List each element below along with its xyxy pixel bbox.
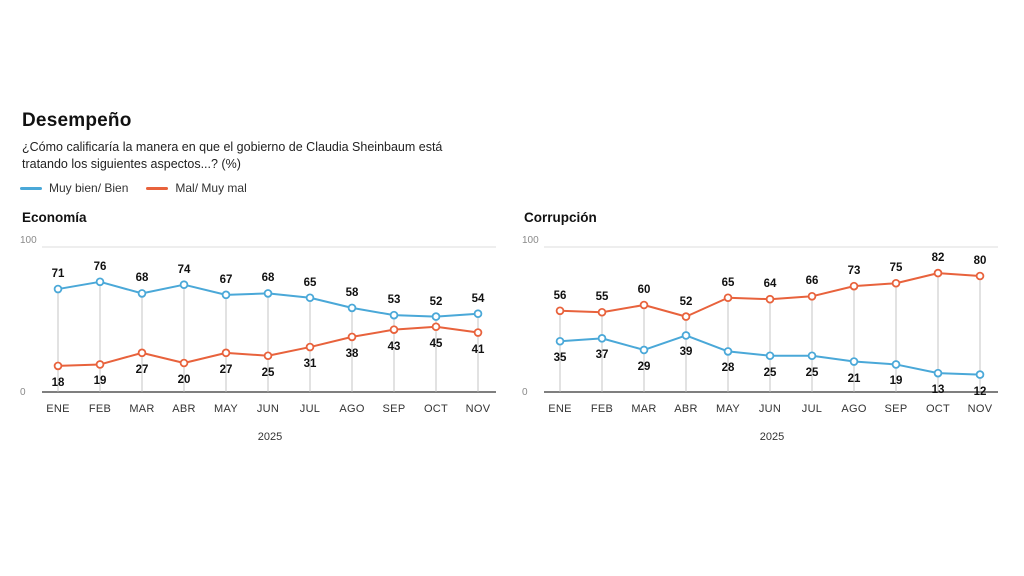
data-label: 13: [931, 384, 945, 397]
page-title: Desempeño: [22, 110, 132, 131]
data-label: 41: [471, 343, 485, 356]
data-label: 73: [847, 265, 861, 278]
data-label: 25: [763, 366, 777, 379]
data-label: 65: [303, 276, 317, 289]
x-tick-label: ABR: [172, 403, 196, 415]
data-label: 27: [135, 363, 149, 376]
data-label: 12: [973, 385, 987, 398]
data-label: 45: [429, 337, 443, 350]
data-label: 71: [51, 268, 65, 281]
x-tick-label: FEB: [88, 403, 112, 415]
data-label: 65: [721, 276, 735, 289]
chart-header: [22, 110, 542, 172]
data-label: 68: [261, 272, 275, 285]
data-label: 19: [889, 375, 903, 388]
x-tick-label: ENE: [46, 403, 70, 415]
x-tick-label: NOV: [967, 403, 993, 415]
x-tick-label: ENE: [548, 403, 572, 415]
x-tick-label: OCT: [925, 403, 951, 415]
y-axis-top-label-corrupcion: 100: [522, 235, 539, 246]
data-label: 20: [177, 374, 191, 386]
chart-title-corrupcion: Corrupción: [524, 210, 597, 225]
data-label: 54: [471, 292, 485, 305]
data-label: 25: [805, 366, 819, 379]
x-tick-label: NOV: [465, 403, 491, 415]
chart-title-economia: Economía: [22, 210, 87, 225]
data-label: 80: [973, 255, 987, 267]
data-label: 37: [595, 349, 609, 362]
x-axis-year-corrupcion: 2025: [759, 431, 785, 443]
x-tick-label: ABR: [674, 403, 698, 415]
data-label: 18: [51, 376, 65, 389]
legend-item-muy-bien: [20, 181, 128, 195]
x-axis-labels-economia: [20, 403, 500, 421]
legend-label-red: Mal/ Muy mal: [175, 181, 247, 195]
x-axis-year-economia: 2025: [257, 431, 283, 443]
data-label: 58: [345, 286, 359, 299]
legend-swatch-red: [146, 187, 168, 190]
data-label: 29: [637, 360, 651, 373]
data-label: 55: [595, 291, 609, 304]
data-label: 25: [261, 366, 275, 379]
data-label: 31: [303, 358, 317, 371]
chart-panel-economia: [20, 210, 500, 460]
data-label: 19: [93, 375, 107, 388]
chart-svg: [20, 235, 500, 430]
data-label: 53: [387, 294, 401, 307]
data-label: 56: [553, 289, 567, 302]
x-tick-label: MAY: [214, 403, 238, 415]
y-axis-bottom-label-corrupcion: 0: [522, 387, 528, 398]
x-tick-label: OCT: [423, 403, 449, 415]
data-label: 28: [721, 362, 735, 375]
x-tick-label: JUN: [256, 403, 280, 415]
x-tick-label: SEP: [382, 403, 406, 415]
data-label: 68: [135, 272, 149, 285]
data-label: 75: [889, 262, 903, 275]
x-tick-label: MAR: [129, 403, 155, 415]
data-label: 66: [805, 275, 819, 288]
x-tick-label: AGO: [339, 403, 365, 415]
x-tick-label: FEB: [590, 403, 614, 415]
x-tick-label: SEP: [884, 403, 908, 415]
data-label: 38: [345, 347, 359, 360]
legend-swatch-blue: [20, 187, 42, 190]
plot-area-economia: [20, 235, 500, 443]
data-label: 60: [637, 284, 651, 296]
x-tick-label: JUL: [299, 403, 321, 415]
legend-label-blue: Muy bien/ Bien: [49, 181, 129, 195]
data-label: 21: [847, 372, 861, 385]
plot-area-corrupcion: [522, 235, 1002, 443]
data-label: 27: [219, 363, 233, 376]
data-label: 82: [931, 252, 945, 265]
x-tick-label: MAR: [631, 403, 657, 415]
x-tick-label: MAY: [716, 403, 740, 415]
data-label: 67: [219, 273, 233, 286]
legend-item-mal: [146, 181, 246, 195]
x-axis-labels-corrupcion: [522, 403, 1002, 421]
data-label: 39: [679, 346, 693, 359]
chart-legend: [20, 181, 247, 195]
data-label: 35: [553, 352, 567, 365]
data-label: 74: [177, 263, 191, 276]
x-tick-label: AGO: [841, 403, 867, 415]
y-axis-top-label-economia: 100: [20, 235, 37, 246]
x-tick-label: JUL: [801, 403, 823, 415]
chart-panel-corrupcion: [522, 210, 1002, 460]
chart-svg: [522, 235, 1002, 430]
data-label: 76: [93, 260, 107, 273]
data-label: 43: [387, 340, 401, 353]
data-label: 52: [429, 295, 443, 308]
x-tick-label: JUN: [758, 403, 782, 415]
data-label: 52: [679, 295, 693, 308]
y-axis-bottom-label-economia: 0: [20, 387, 26, 398]
page-subtitle: ¿Cómo calificaría la manera en que el gobierno de Claudia Sheinbaum está tratando los siguientes aspectos...? (%): [22, 140, 443, 171]
data-label: 64: [763, 278, 777, 291]
